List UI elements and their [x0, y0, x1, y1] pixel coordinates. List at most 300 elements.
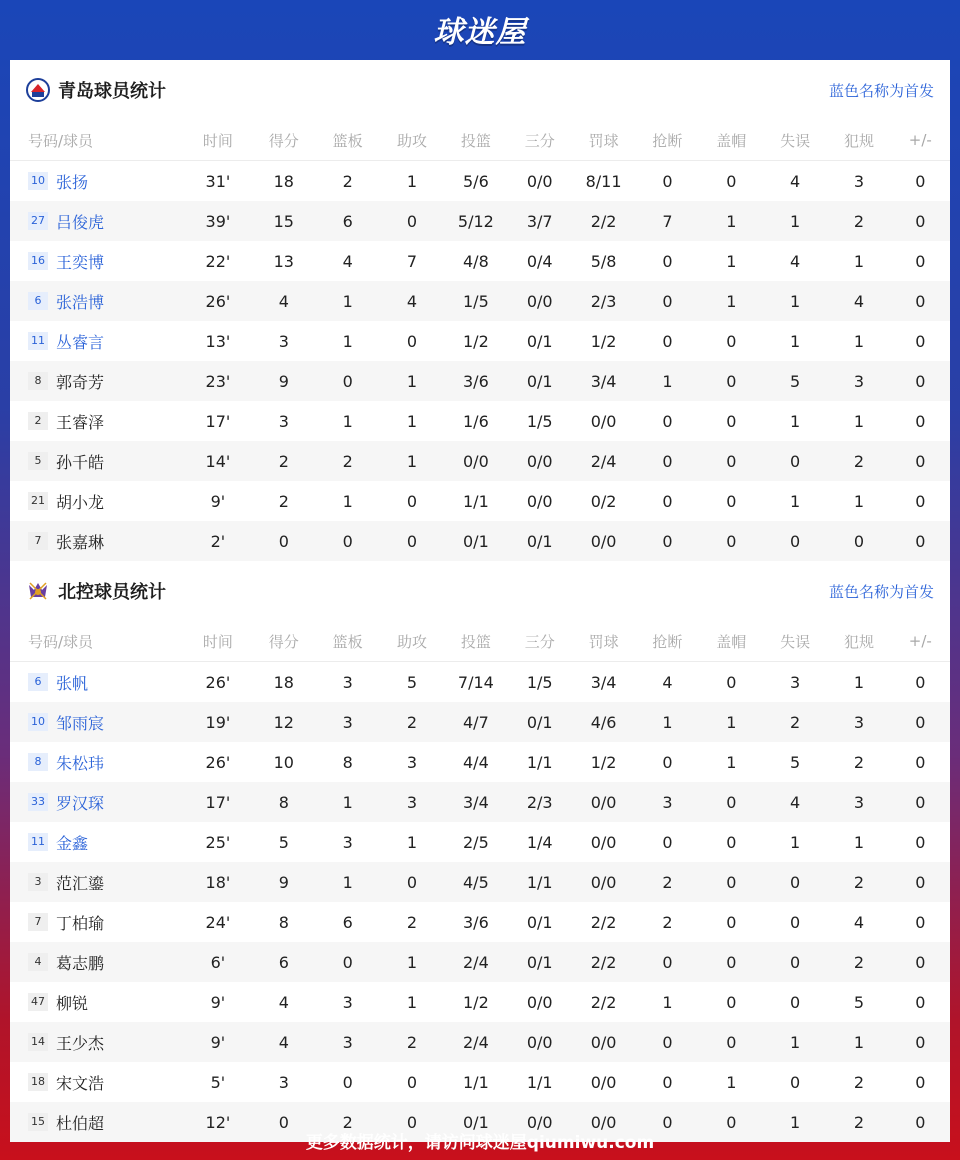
table-row [10, 201, 950, 241]
stat-cell: 13' [205, 331, 231, 351]
stat-cell: 5/6 [463, 171, 489, 191]
stat-cell: 2 [827, 942, 890, 982]
jersey-number-badge: 11 [28, 332, 48, 350]
table-row [10, 361, 950, 401]
stat-cell: 2 [827, 1102, 890, 1142]
stat-cell: 0 [380, 521, 444, 561]
stat-cell: 0/0 [572, 1022, 635, 1062]
stat-cell: 3 [380, 782, 444, 822]
stat-cell: 26' [205, 752, 231, 772]
stat-cell: 0 [315, 521, 379, 561]
stat-cell: 3/4 [444, 782, 507, 822]
table-row [10, 481, 950, 521]
stat-cell: 3 [853, 171, 865, 191]
column-header: 篮板 [315, 621, 379, 662]
stat-cell: 1/1 [463, 1072, 489, 1092]
stat-cell: 2/4 [572, 441, 635, 481]
stat-cell: 1/1 [508, 862, 572, 902]
stat-cell: 2/3 [508, 782, 572, 822]
stat-cell: 4/6 [572, 702, 635, 742]
stats-panel [10, 60, 950, 1133]
player-cell [10, 662, 184, 703]
table-row [10, 942, 950, 982]
stat-cell: 0/1 [444, 521, 507, 561]
player-cell [10, 281, 184, 321]
jersey-number-badge: 7 [28, 532, 48, 550]
stat-cell: 5 [853, 992, 865, 1012]
stat-cell: 3 [342, 672, 353, 692]
stat-cell: 8 [342, 752, 353, 772]
stat-cell: 1 [380, 361, 444, 401]
player-cell [10, 942, 184, 982]
stat-cell: 0 [763, 862, 827, 902]
stat-cell: 1 [790, 331, 801, 351]
brand-header [0, 0, 960, 58]
stat-cell: 0/0 [526, 992, 553, 1012]
stat-cell: 1 [635, 361, 699, 401]
stat-cell: 0 [315, 942, 379, 982]
stat-cell: 0/1 [526, 331, 553, 351]
stat-cell: 0 [726, 411, 737, 431]
stat-cell: 1 [662, 992, 673, 1012]
stat-cell: 0 [726, 672, 737, 692]
column-header: 助攻 [380, 621, 444, 662]
stat-cell: 0 [891, 521, 950, 561]
stat-cell: 1 [380, 942, 444, 982]
column-header: 三分 [508, 621, 572, 662]
column-header: 罚球 [572, 621, 635, 662]
stat-cell: 1/2 [463, 331, 489, 351]
stat-cell: 26' [184, 281, 252, 321]
stat-cell: 0 [700, 782, 763, 822]
stat-cell: 10 [273, 752, 294, 772]
stat-cell: 3 [827, 782, 890, 822]
footer-banner [0, 1120, 960, 1160]
stat-cell: 0 [380, 1102, 444, 1142]
stat-cell: 1/1 [526, 752, 553, 772]
stat-cell: 0 [915, 912, 926, 932]
stat-cell: 15 [252, 201, 315, 241]
stat-cell: 0 [635, 1102, 699, 1142]
stat-cell: 1 [406, 992, 418, 1012]
stat-cell: 0/0 [508, 441, 572, 481]
stat-cell: 2/2 [590, 992, 617, 1012]
stat-cell: 1/2 [463, 992, 489, 1012]
stat-cell: 4 [380, 281, 444, 321]
stat-cell: 6 [252, 942, 315, 982]
stat-cell: 1 [853, 411, 865, 431]
table-row [10, 822, 950, 862]
stat-cell: 17' [184, 782, 252, 822]
stat-cell: 0 [662, 752, 673, 772]
stat-cell: 3 [406, 752, 418, 772]
player-cell [10, 782, 184, 822]
stat-cell: 4 [853, 912, 865, 932]
stat-cell: 0 [635, 281, 699, 321]
stat-cell: 0 [726, 912, 737, 932]
column-header: 得分 [252, 120, 315, 161]
stat-cell: 4 [342, 251, 353, 271]
stat-cell: 1 [853, 251, 865, 271]
player-cell [10, 982, 184, 1022]
stat-cell: 0 [635, 1022, 699, 1062]
column-header: 投篮 [444, 621, 507, 662]
stat-cell: 7/14 [457, 672, 494, 692]
stat-cell: 1 [763, 201, 827, 241]
stat-cell: 1/5 [526, 411, 553, 431]
stat-cell: 1 [406, 171, 418, 191]
stat-cell: 0/0 [444, 441, 507, 481]
jersey-number-badge: 7 [28, 913, 48, 931]
stat-cell: 26' [205, 672, 231, 692]
stat-cell: 0/0 [508, 1102, 572, 1142]
footer-text: 更多数据统计，请访问球迷屋qiumiwu.com [305, 1132, 655, 1153]
stat-cell: 0 [635, 441, 699, 481]
stat-cell: 2 [635, 862, 699, 902]
jersey-number-badge: 2 [28, 412, 48, 430]
player-name: 柳锐 [56, 993, 89, 1013]
player-cell [10, 902, 184, 942]
table-row [10, 1062, 950, 1102]
stat-cell: 1 [315, 281, 379, 321]
stat-cell: 0 [891, 441, 950, 481]
stat-cell: 24' [205, 912, 231, 932]
player-name: 孙千皓 [56, 452, 105, 472]
stat-cell: 3 [827, 702, 890, 742]
stat-cell: 0 [790, 992, 801, 1012]
stat-cell: 1/1 [463, 491, 489, 511]
stat-cell: 2 [278, 491, 289, 511]
stat-cell: 4 [790, 251, 801, 271]
stat-cell: 0 [726, 992, 737, 1012]
table-header-row [10, 120, 950, 161]
stat-cell: 0 [662, 251, 673, 271]
player-name: 金鑫 [56, 833, 89, 853]
player-cell [10, 241, 184, 281]
stat-cell: 3/6 [463, 912, 489, 932]
jersey-number-badge: 3 [28, 873, 48, 891]
stat-cell: 31' [205, 171, 231, 191]
player-cell [10, 321, 184, 361]
stat-cell: 0/0 [590, 1072, 617, 1092]
player-name: 郭奇芳 [56, 372, 105, 392]
stat-cell: 4/4 [463, 752, 489, 772]
jersey-number-badge: 5 [28, 452, 48, 470]
player-cell [10, 702, 184, 742]
player-cell [10, 201, 184, 241]
column-header: 犯规 [827, 621, 890, 662]
table-row [10, 521, 950, 561]
stat-cell: 0/1 [526, 912, 553, 932]
stat-cell: 0 [726, 331, 737, 351]
stat-cell: 6 [315, 201, 379, 241]
stat-cell: 2/5 [463, 832, 489, 852]
stat-cell: 1/1 [526, 1072, 553, 1092]
stat-cell: 0 [700, 441, 763, 481]
player-cell [10, 361, 184, 401]
stat-cell: 2 [380, 702, 444, 742]
player-name: 吕俊虎 [56, 212, 105, 232]
stat-cell: 0 [891, 1022, 950, 1062]
table-row [10, 161, 950, 202]
player-cell [10, 521, 184, 561]
stat-cell: 0/0 [526, 491, 553, 511]
player-name: 王睿泽 [56, 412, 105, 432]
stat-cell: 3 [790, 672, 801, 692]
stat-cell: 4 [827, 281, 890, 321]
stat-cell: 9 [252, 862, 315, 902]
stat-cell: 0 [790, 1072, 801, 1092]
stat-cell: 0 [342, 1072, 353, 1092]
team-section-header-beikong [10, 561, 950, 621]
column-header: +/- [891, 621, 950, 662]
stat-cell: 0 [915, 672, 926, 692]
stat-cell: 3 [278, 331, 289, 351]
stat-cell: 2 [252, 441, 315, 481]
table-row [10, 281, 950, 321]
stat-cell: 3/7 [508, 201, 572, 241]
stat-cell: 7 [406, 251, 418, 271]
player-name: 胡小龙 [56, 492, 105, 512]
stat-cell: 0/0 [572, 782, 635, 822]
stat-cell: 2 [827, 201, 890, 241]
stat-cell: 1 [790, 411, 801, 431]
stat-cell: 3 [278, 1072, 289, 1092]
stat-cell: 1 [700, 281, 763, 321]
player-cell [10, 862, 184, 902]
jersey-number-badge: 33 [28, 793, 48, 811]
table-row [10, 782, 950, 822]
player-name: 宋文浩 [56, 1073, 105, 1093]
stat-cell: 0 [763, 942, 827, 982]
stat-cell: 3/4 [572, 361, 635, 401]
team-title-group [26, 77, 166, 103]
column-header: 得分 [252, 621, 315, 662]
stat-cell: 4/8 [463, 251, 489, 271]
stat-cell: 0/1 [508, 702, 572, 742]
stat-cell: 0 [252, 521, 315, 561]
stat-cell: 1 [726, 251, 737, 271]
stat-cell: 5' [210, 1072, 226, 1092]
player-name: 丛睿言 [56, 332, 105, 352]
player-cell [10, 161, 184, 202]
table-row [10, 982, 950, 1022]
stat-cell: 18 [273, 672, 294, 692]
stat-cell: 0 [315, 361, 379, 401]
stat-cell: 2/2 [572, 942, 635, 982]
stat-cell: 1 [635, 702, 699, 742]
stat-cell: 1/2 [590, 331, 617, 351]
stat-cell: 2/3 [572, 281, 635, 321]
stat-cell: 1 [726, 1072, 737, 1092]
jersey-number-badge: 18 [28, 1073, 48, 1091]
stat-cell: 1 [406, 411, 418, 431]
stat-cell: 1 [853, 672, 865, 692]
starter-legend: 蓝色名称为首发 [828, 81, 934, 100]
stat-cell: 0 [406, 491, 418, 511]
team-title: 北控球员统计 [58, 582, 166, 603]
stat-cell: 1 [790, 491, 801, 511]
stat-cell: 1 [342, 411, 353, 431]
player-cell [10, 822, 184, 862]
stat-cell: 0/0 [572, 521, 635, 561]
player-cell [10, 481, 184, 521]
column-header: 三分 [508, 120, 572, 161]
jersey-number-badge: 10 [28, 713, 48, 731]
stat-cell: 0 [726, 491, 737, 511]
stat-cell: 8/11 [585, 171, 622, 191]
table-row [10, 401, 950, 441]
stat-cell: 0 [915, 331, 926, 351]
player-cell [10, 742, 184, 782]
table-row [10, 1022, 950, 1062]
stat-cell: 0 [700, 361, 763, 401]
stat-cell: 22' [205, 251, 231, 271]
stat-cell: 0 [790, 912, 801, 932]
stat-cell: 3 [827, 361, 890, 401]
stat-cell: 0/0 [590, 411, 617, 431]
stat-cell: 1/5 [526, 672, 553, 692]
brand-logo-text: 球迷屋 [433, 15, 527, 50]
table-body [10, 161, 950, 562]
stat-cell: 0 [380, 201, 444, 241]
stat-cell: 0 [662, 331, 673, 351]
stat-cell: 0 [635, 521, 699, 561]
stat-cell: 2 [853, 1072, 865, 1092]
table-header-row [10, 621, 950, 662]
stat-cell: 0 [763, 521, 827, 561]
stat-cell: 2 [827, 441, 890, 481]
jersey-number-badge: 11 [28, 833, 48, 851]
stat-cell: 0 [662, 491, 673, 511]
player-cell [10, 1022, 184, 1062]
stat-cell: 0/0 [508, 281, 572, 321]
jersey-number-badge: 16 [28, 252, 48, 270]
stat-cell: 0 [406, 1072, 418, 1092]
column-header: 时间 [184, 120, 252, 161]
stat-cell: 0 [700, 1022, 763, 1062]
player-cell [10, 441, 184, 481]
stat-cell: 0 [700, 942, 763, 982]
stat-cell: 2/4 [444, 1022, 507, 1062]
stat-cell: 1 [763, 1102, 827, 1142]
stat-cell: 1/4 [526, 832, 553, 852]
player-name: 张嘉琳 [56, 532, 105, 552]
table-body [10, 662, 950, 1143]
column-header: 时间 [184, 621, 252, 662]
column-header: 号码/球员 [10, 621, 184, 662]
stat-cell: 0 [662, 1072, 673, 1092]
jersey-number-badge: 8 [28, 372, 48, 390]
stat-cell: 9' [184, 1022, 252, 1062]
table-row [10, 902, 950, 942]
column-header: 犯规 [827, 120, 890, 161]
team-section-header-qingdao [10, 60, 950, 120]
column-header: 助攻 [380, 120, 444, 161]
stat-cell: 0/2 [590, 491, 617, 511]
stat-cell: 0 [662, 411, 673, 431]
player-name: 丁柏瑜 [56, 913, 105, 933]
player-name: 张浩博 [56, 292, 105, 312]
stat-cell: 3/4 [590, 672, 617, 692]
stat-cell: 2/4 [444, 942, 507, 982]
stat-cell: 3 [315, 1022, 379, 1062]
stat-cell: 5 [278, 832, 289, 852]
stat-cell: 3 [635, 782, 699, 822]
stat-cell: 4 [790, 171, 801, 191]
table-row [10, 241, 950, 281]
jersey-number-badge: 6 [28, 673, 48, 691]
stat-cell: 2 [853, 752, 865, 772]
stat-cell: 0 [915, 1072, 926, 1092]
stat-cell: 19' [184, 702, 252, 742]
table-row [10, 321, 950, 361]
stat-cell: 0 [380, 862, 444, 902]
starter-legend: 蓝色名称为首发 [828, 582, 934, 601]
stat-cell: 1 [853, 491, 865, 511]
stat-cell: 0/0 [508, 1022, 572, 1062]
stat-cell: 0 [827, 521, 890, 561]
column-header: 抢断 [635, 621, 699, 662]
jersey-number-badge: 47 [28, 993, 48, 1011]
player-stats-table-beikong [10, 621, 950, 1142]
jersey-number-badge: 15 [28, 1113, 48, 1131]
stat-cell: 0 [662, 171, 673, 191]
stat-cell: 2 [763, 702, 827, 742]
stat-cell: 5/8 [590, 251, 617, 271]
jersey-number-badge: 10 [28, 172, 48, 190]
jersey-number-badge: 6 [28, 292, 48, 310]
stat-cell: 0 [915, 251, 926, 271]
stat-cell: 0 [915, 491, 926, 511]
team-title-group [26, 578, 166, 604]
player-name: 王奕博 [56, 252, 105, 272]
stat-cell: 6' [184, 942, 252, 982]
column-header: 号码/球员 [10, 120, 184, 161]
stat-cell: 0/1 [508, 361, 572, 401]
column-header: 失误 [763, 120, 827, 161]
stat-cell: 0 [915, 752, 926, 772]
stat-cell: 7 [635, 201, 699, 241]
stat-cell: 4 [252, 281, 315, 321]
beikong-team-logo-icon [26, 579, 50, 603]
player-stats-table-qingdao [10, 120, 950, 561]
stat-cell: 9' [210, 491, 226, 511]
stat-cell: 23' [184, 361, 252, 401]
stat-cell: 2 [315, 441, 379, 481]
stat-cell: 1/2 [590, 752, 617, 772]
stat-cell: 0 [406, 331, 418, 351]
stat-cell: 2 [342, 171, 353, 191]
column-header: +/- [891, 120, 950, 161]
stat-cell: 13 [273, 251, 294, 271]
stat-cell: 8 [278, 912, 289, 932]
stat-cell: 0 [891, 281, 950, 321]
stat-cell: 0 [891, 1102, 950, 1142]
stat-cell: 1 [853, 832, 865, 852]
stat-cell: 14' [184, 441, 252, 481]
stat-cell: 0 [662, 832, 673, 852]
player-cell [10, 401, 184, 441]
stat-cell: 2' [184, 521, 252, 561]
stat-cell: 9' [210, 992, 226, 1012]
jersey-number-badge: 14 [28, 1033, 48, 1051]
stat-cell: 1 [342, 491, 353, 511]
jersey-number-badge: 8 [28, 753, 48, 771]
stat-cell: 0/1 [508, 521, 572, 561]
stat-cell: 12 [252, 702, 315, 742]
stat-cell: 0 [915, 832, 926, 852]
